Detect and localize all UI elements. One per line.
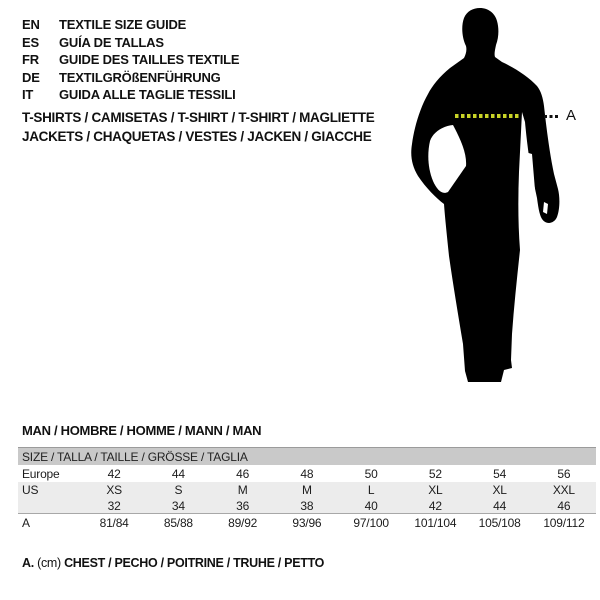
footnote-prefix: A. <box>22 556 34 570</box>
language-legend <box>22 16 239 104</box>
table-cell: M <box>237 483 248 497</box>
lang-text: GUIDA ALLE TAGLIE TESSILI <box>59 87 236 102</box>
lang-code: DE <box>22 69 40 85</box>
section-title-man: MAN / HOMBRE / HOMME / MANN / MAN <box>22 423 262 438</box>
measurement-footnote <box>22 556 324 570</box>
table-cell: M <box>301 483 312 497</box>
table-cell: 48 <box>300 466 314 481</box>
footnote-text: CHEST / PECHO / POITRINE / TRUHE / PETTO <box>64 556 325 570</box>
table-cell: 101/104 <box>414 515 457 530</box>
table-cell: 42 <box>428 498 442 513</box>
man-silhouette-graphic <box>408 6 568 388</box>
measure-label-a: A <box>566 107 577 124</box>
lang-code: ES <box>22 34 39 50</box>
table-cell: 46 <box>236 466 250 481</box>
lang-row-es <box>22 34 239 52</box>
table-cell: S <box>174 483 183 497</box>
table-cell: 109/112 <box>543 515 585 530</box>
row-label: A <box>22 515 30 530</box>
table-cell: 89/92 <box>228 515 258 530</box>
row-label: Europe <box>22 466 60 481</box>
table-cell: 42 <box>107 466 121 481</box>
table-cell: 56 <box>557 466 571 481</box>
table-row-numeric <box>18 498 596 513</box>
table-cell: XS <box>106 483 122 497</box>
table-cell: 38 <box>300 498 314 513</box>
table-cell: 44 <box>171 466 185 481</box>
table-cell: 81/84 <box>99 515 129 530</box>
table-cell: 52 <box>428 466 442 481</box>
table-cell: L <box>367 483 375 497</box>
table-row-us <box>18 482 596 498</box>
category-line-jackets: JACKETS / CHAQUETAS / VESTES / JACKEN / GIACCHE <box>22 128 372 144</box>
table-cell: 40 <box>364 498 378 513</box>
row-label: US <box>22 483 39 497</box>
lang-text: TEXTILE SIZE GUIDE <box>59 17 187 32</box>
lang-row-it <box>22 86 239 104</box>
footnote-unit: (cm) <box>37 556 61 570</box>
table-cell: 44 <box>493 498 507 513</box>
size-table-header: SIZE / TALLA / TAILLE / GRÖSSE / TAGLIA <box>18 448 596 465</box>
man-silhouette-figure <box>408 6 568 388</box>
table-cell: 85/88 <box>163 515 193 530</box>
lang-row-en <box>22 16 239 34</box>
lang-code: FR <box>22 52 39 67</box>
lang-row-de <box>22 69 239 87</box>
table-cell: 54 <box>493 466 507 481</box>
chest-measurement-dashed-line <box>455 114 519 118</box>
table-cell: 34 <box>171 498 185 513</box>
lang-text: TEXTILGRÖßENFÜHRUNG <box>59 69 221 85</box>
lang-text: GUIDE DES TAILLES TEXTILE <box>59 52 240 67</box>
table-cell: 97/100 <box>353 515 389 530</box>
table-cell: 50 <box>364 466 378 481</box>
table-cell: 46 <box>557 498 571 513</box>
table-cell: 105/108 <box>478 515 521 530</box>
table-cell: XXL <box>552 483 575 497</box>
table-row-a-chest <box>18 513 596 531</box>
table-cell: 32 <box>107 498 121 513</box>
lang-code: EN <box>22 17 40 32</box>
table-cell: XL <box>428 483 443 497</box>
lang-row-fr <box>22 51 239 69</box>
garment-categories <box>22 109 374 146</box>
table-cell: XL <box>492 483 507 497</box>
measure-callout-dashes <box>544 115 560 118</box>
lang-text: GUÍA DE TALLAS <box>59 34 164 50</box>
lang-code: IT <box>22 87 34 102</box>
table-cell: 93/96 <box>292 515 322 530</box>
category-line-tshirts: T-SHIRTS / CAMISETAS / T-SHIRT / T-SHIRT / MAGLIETTE <box>22 110 375 125</box>
table-cell: 36 <box>236 498 250 513</box>
size-table <box>18 447 596 531</box>
table-row-europe <box>18 465 596 482</box>
